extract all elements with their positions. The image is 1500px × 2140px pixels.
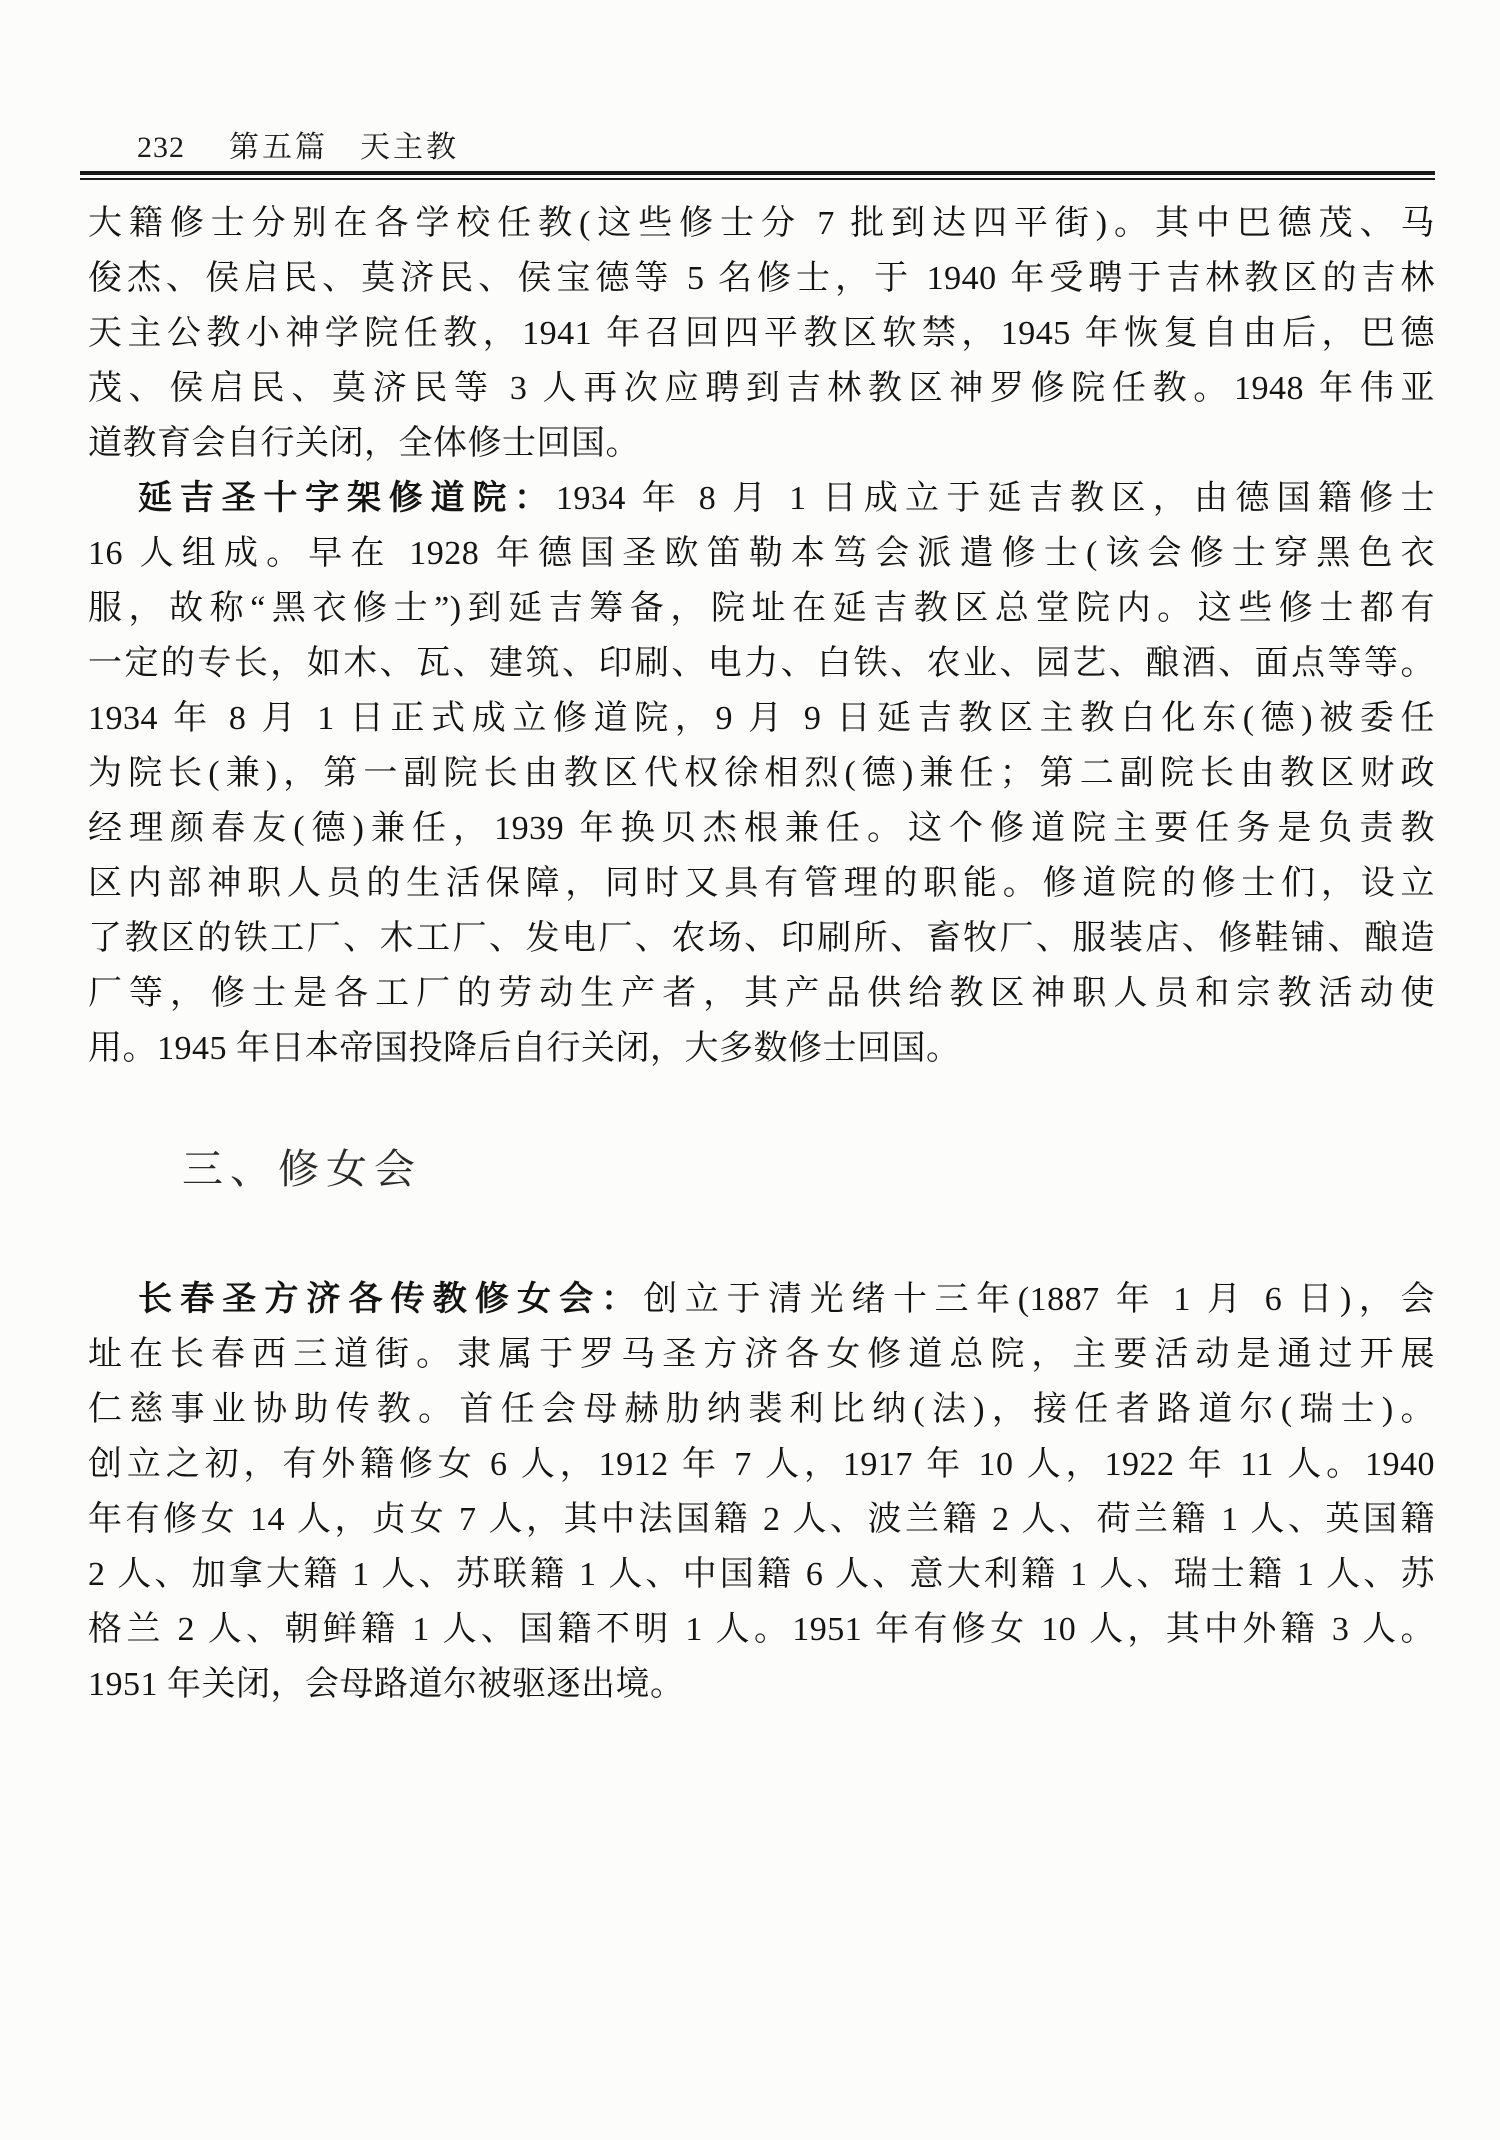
text-line <box>88 1492 1435 1547</box>
line-text: 年有修女 14 人，贞女 7 人，其中法国籍 2 人、波兰籍 2 人、荷兰籍 1 人、英国籍 <box>88 1501 1435 1538</box>
running-header <box>137 122 459 166</box>
text-line <box>88 1547 1435 1602</box>
line-text: 为院长(兼)，第一副院长由教区代权徐相烈(德)兼任；第二副院长由教区财政 <box>88 755 1435 792</box>
line-text: 仁慈事业协助传教。首任会母赫肋纳裴利比纳(法)，接任者路道尔(瑞士)。 <box>88 1391 1435 1428</box>
paragraph <box>88 471 1435 1076</box>
page-number: 232 <box>137 131 185 164</box>
text-line <box>88 636 1435 691</box>
text-line <box>88 801 1435 856</box>
paragraph <box>88 1272 1435 1712</box>
text-line <box>88 251 1435 306</box>
text-line <box>88 1327 1435 1382</box>
line-text: 1934 年 8 月 1 日正式成立修道院，9 月 9 日延吉教区主教白化东(德)被委任 <box>88 700 1435 737</box>
text-line <box>88 691 1435 746</box>
text-line <box>88 361 1435 416</box>
line-text: 用。1945 年日本帝国投降后自行关闭，大多数修士回国。 <box>88 1030 961 1067</box>
line-text: 服，故称“黑衣修士”)到延吉筹备，院址在延吉教区总堂院内。这些修士都有 <box>88 590 1435 627</box>
line-text: 格兰 2 人、朝鲜籍 1 人、国籍不明 1 人。1951 年有修女 10 人，其中外籍 3 人。 <box>88 1611 1435 1648</box>
line-text: 创立于清光绪十三年(1887 年 1 月 6 日)，会 <box>643 1281 1435 1318</box>
line-text: 经理颜春友(德)兼任，1939 年换贝杰根兼任。这个修道院主要任务是负责教 <box>88 810 1435 847</box>
line-text: 茂、侯启民、莫济民等 3 人再次应聘到吉林教区神罗修院任教。1948 年伟亚 <box>88 370 1435 407</box>
text-line <box>88 196 1435 251</box>
line-text: 大籍修士分别在各学校任教(这些修士分 7 批到达四平街)。其中巴德茂、马 <box>88 205 1435 242</box>
text-line <box>88 581 1435 636</box>
text-line <box>88 1272 1435 1327</box>
paragraph-lead-bold: 延吉圣十字架修道院： <box>138 479 556 517</box>
text-line <box>88 966 1435 1021</box>
text-line <box>88 526 1435 581</box>
line-text: 厂等，修士是各工厂的劳动生产者，其产品供给教区神职人员和宗教活动使 <box>88 975 1435 1012</box>
header-book-title: 天主教 <box>360 131 459 164</box>
line-text: 16 人组成。早在 1928 年德国圣欧笛勒本笃会派遣修士(该会修士穿黑色衣 <box>88 535 1435 572</box>
text-line <box>88 1602 1435 1657</box>
text-line <box>88 471 1435 526</box>
text-line <box>88 1021 1435 1076</box>
line-text: 址在长春西三道街。隶属于罗马圣方济各女修道总院，主要活动是通过开展 <box>88 1336 1435 1373</box>
line-text: 2 人、加拿大籍 1 人、苏联籍 1 人、中国籍 6 人、意大利籍 1 人、瑞士籍 1 人、苏 <box>88 1556 1435 1593</box>
page-body <box>88 196 1435 1712</box>
text-line <box>88 1437 1435 1492</box>
line-text: 天主公教小神学院任教，1941 年召回四平教区软禁，1945 年恢复自由后，巴德 <box>88 315 1435 352</box>
text-line <box>88 1382 1435 1437</box>
line-text: 区内部神职人员的生活保障，同时又具有管理的职能。修道院的修士们，设立 <box>88 865 1435 902</box>
text-line <box>88 856 1435 911</box>
text-line <box>88 746 1435 801</box>
section-heading: 三、修女会 <box>182 1146 422 1192</box>
paragraph <box>88 196 1435 471</box>
header-rule <box>80 171 1435 180</box>
header-section-label: 第五篇 <box>229 131 328 164</box>
line-text: 了教区的铁工厂、木工厂、发电厂、农场、印刷所、畜牧厂、服装店、修鞋铺、酿造 <box>88 920 1435 957</box>
paragraph-lead-bold: 长春圣方济各传教修女会： <box>138 1280 644 1318</box>
line-text: 创立之初，有外籍修女 6 人，1912 年 7 人，1917 年 10 人，1922 年 11 人。1940 <box>88 1446 1435 1483</box>
line-text: 1934 年 8 月 1 日成立于延吉教区，由德国籍修士 <box>555 480 1435 517</box>
text-line <box>88 1657 1435 1712</box>
text-line <box>88 306 1435 361</box>
line-text: 道教育会自行关闭，全体修士回国。 <box>88 425 640 462</box>
text-line <box>88 911 1435 966</box>
line-text: 1951 年关闭，会母路道尔被驱逐出境。 <box>88 1666 685 1703</box>
line-text: 一定的专长，如木、瓦、建筑、印刷、电力、白铁、农业、园艺、酿酒、面点等等。 <box>88 645 1435 682</box>
text-line <box>88 416 1435 471</box>
line-text: 俊杰、侯启民、莫济民、侯宝德等 5 名修士，于 1940 年受聘于吉林教区的吉林 <box>88 260 1435 297</box>
